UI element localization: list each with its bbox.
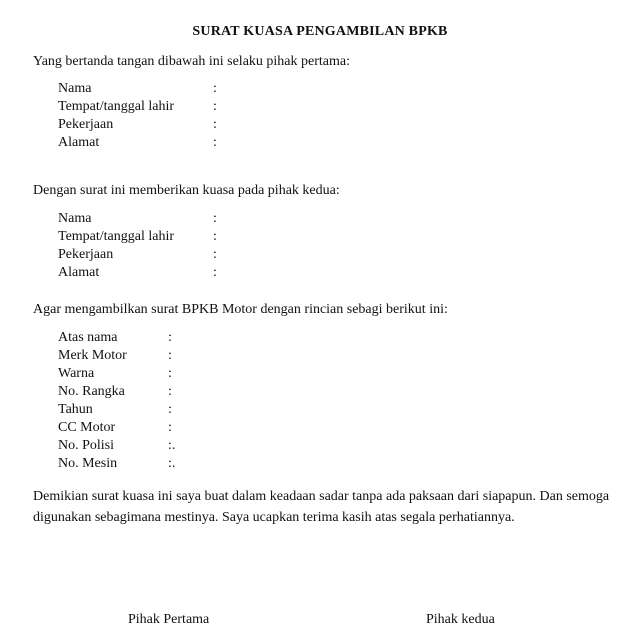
- field-label: No. Mesin: [58, 456, 118, 471]
- field-colon: :: [168, 366, 172, 381]
- field-colon: :: [168, 330, 172, 345]
- field-label: No. Rangka: [58, 384, 125, 399]
- field-colon: :.: [168, 456, 176, 471]
- field-row: [58, 401, 358, 419]
- field-row: [58, 246, 358, 264]
- document-title: SURAT KUASA PENGAMBILAN BPKB: [192, 24, 448, 39]
- section1-intro: Yang bertanda tangan dibawah ini selaku pihak pertama:: [33, 54, 350, 69]
- field-colon: :.: [168, 438, 176, 453]
- field-label: Alamat: [58, 135, 100, 150]
- section3-intro: Agar mengambilkan surat BPKB Motor dengan rincian sebagi berikut ini:: [33, 302, 448, 317]
- field-colon: :: [168, 348, 172, 363]
- field-colon: :: [168, 384, 172, 399]
- field-row: [58, 419, 358, 437]
- field-label: Alamat: [58, 265, 100, 280]
- field-row: [58, 210, 358, 228]
- field-row: [58, 116, 358, 134]
- field-label: Pekerjaan: [58, 247, 114, 262]
- field-row: [58, 437, 358, 455]
- section2-intro: Dengan surat ini memberikan kuasa pada pihak kedua:: [33, 183, 340, 198]
- section3-fields: [58, 329, 358, 473]
- field-colon: :: [168, 402, 172, 417]
- field-label: Merk Motor: [58, 348, 127, 363]
- field-row: [58, 264, 358, 282]
- field-label: Warna: [58, 366, 95, 381]
- field-row: [58, 455, 358, 473]
- field-row: [58, 228, 358, 246]
- field-row: [58, 98, 358, 116]
- field-row: [58, 134, 358, 152]
- field-colon: :: [213, 81, 217, 96]
- field-label: Pekerjaan: [58, 117, 114, 132]
- field-colon: :: [213, 99, 217, 114]
- field-label: Tempat/tanggal lahir: [58, 99, 175, 114]
- field-label: No. Polisi: [58, 438, 115, 453]
- field-row: [58, 383, 358, 401]
- field-colon: :: [213, 247, 217, 262]
- field-label: Nama: [58, 211, 92, 226]
- signature-second-party: Pihak kedua: [426, 612, 495, 627]
- field-row: [58, 80, 358, 98]
- field-label: Atas nama: [58, 330, 118, 345]
- field-row: [58, 347, 358, 365]
- field-row: [58, 329, 358, 347]
- field-colon: :: [213, 211, 217, 226]
- field-colon: :: [168, 420, 172, 435]
- closing-paragraph: Demikian surat kuasa ini saya buat dalam keadaan sadar tanpa ada paksaan dari siapapun. Dan semoga digunakan sebagimana mestinya. Saya ucapkan terima kasih atas segala perhatiannya.: [33, 489, 610, 525]
- field-colon: :: [213, 135, 217, 150]
- field-colon: :: [213, 117, 217, 132]
- field-label: Tahun: [58, 402, 93, 417]
- field-label: CC Motor: [58, 420, 116, 435]
- section2-fields: [58, 210, 358, 282]
- section1-fields: [58, 80, 358, 152]
- signature-first-party: Pihak Pertama: [128, 612, 210, 627]
- field-row: [58, 365, 358, 383]
- field-colon: :: [213, 229, 217, 244]
- field-label: Tempat/tanggal lahir: [58, 229, 175, 244]
- field-label: Nama: [58, 81, 92, 96]
- field-colon: :: [213, 265, 217, 280]
